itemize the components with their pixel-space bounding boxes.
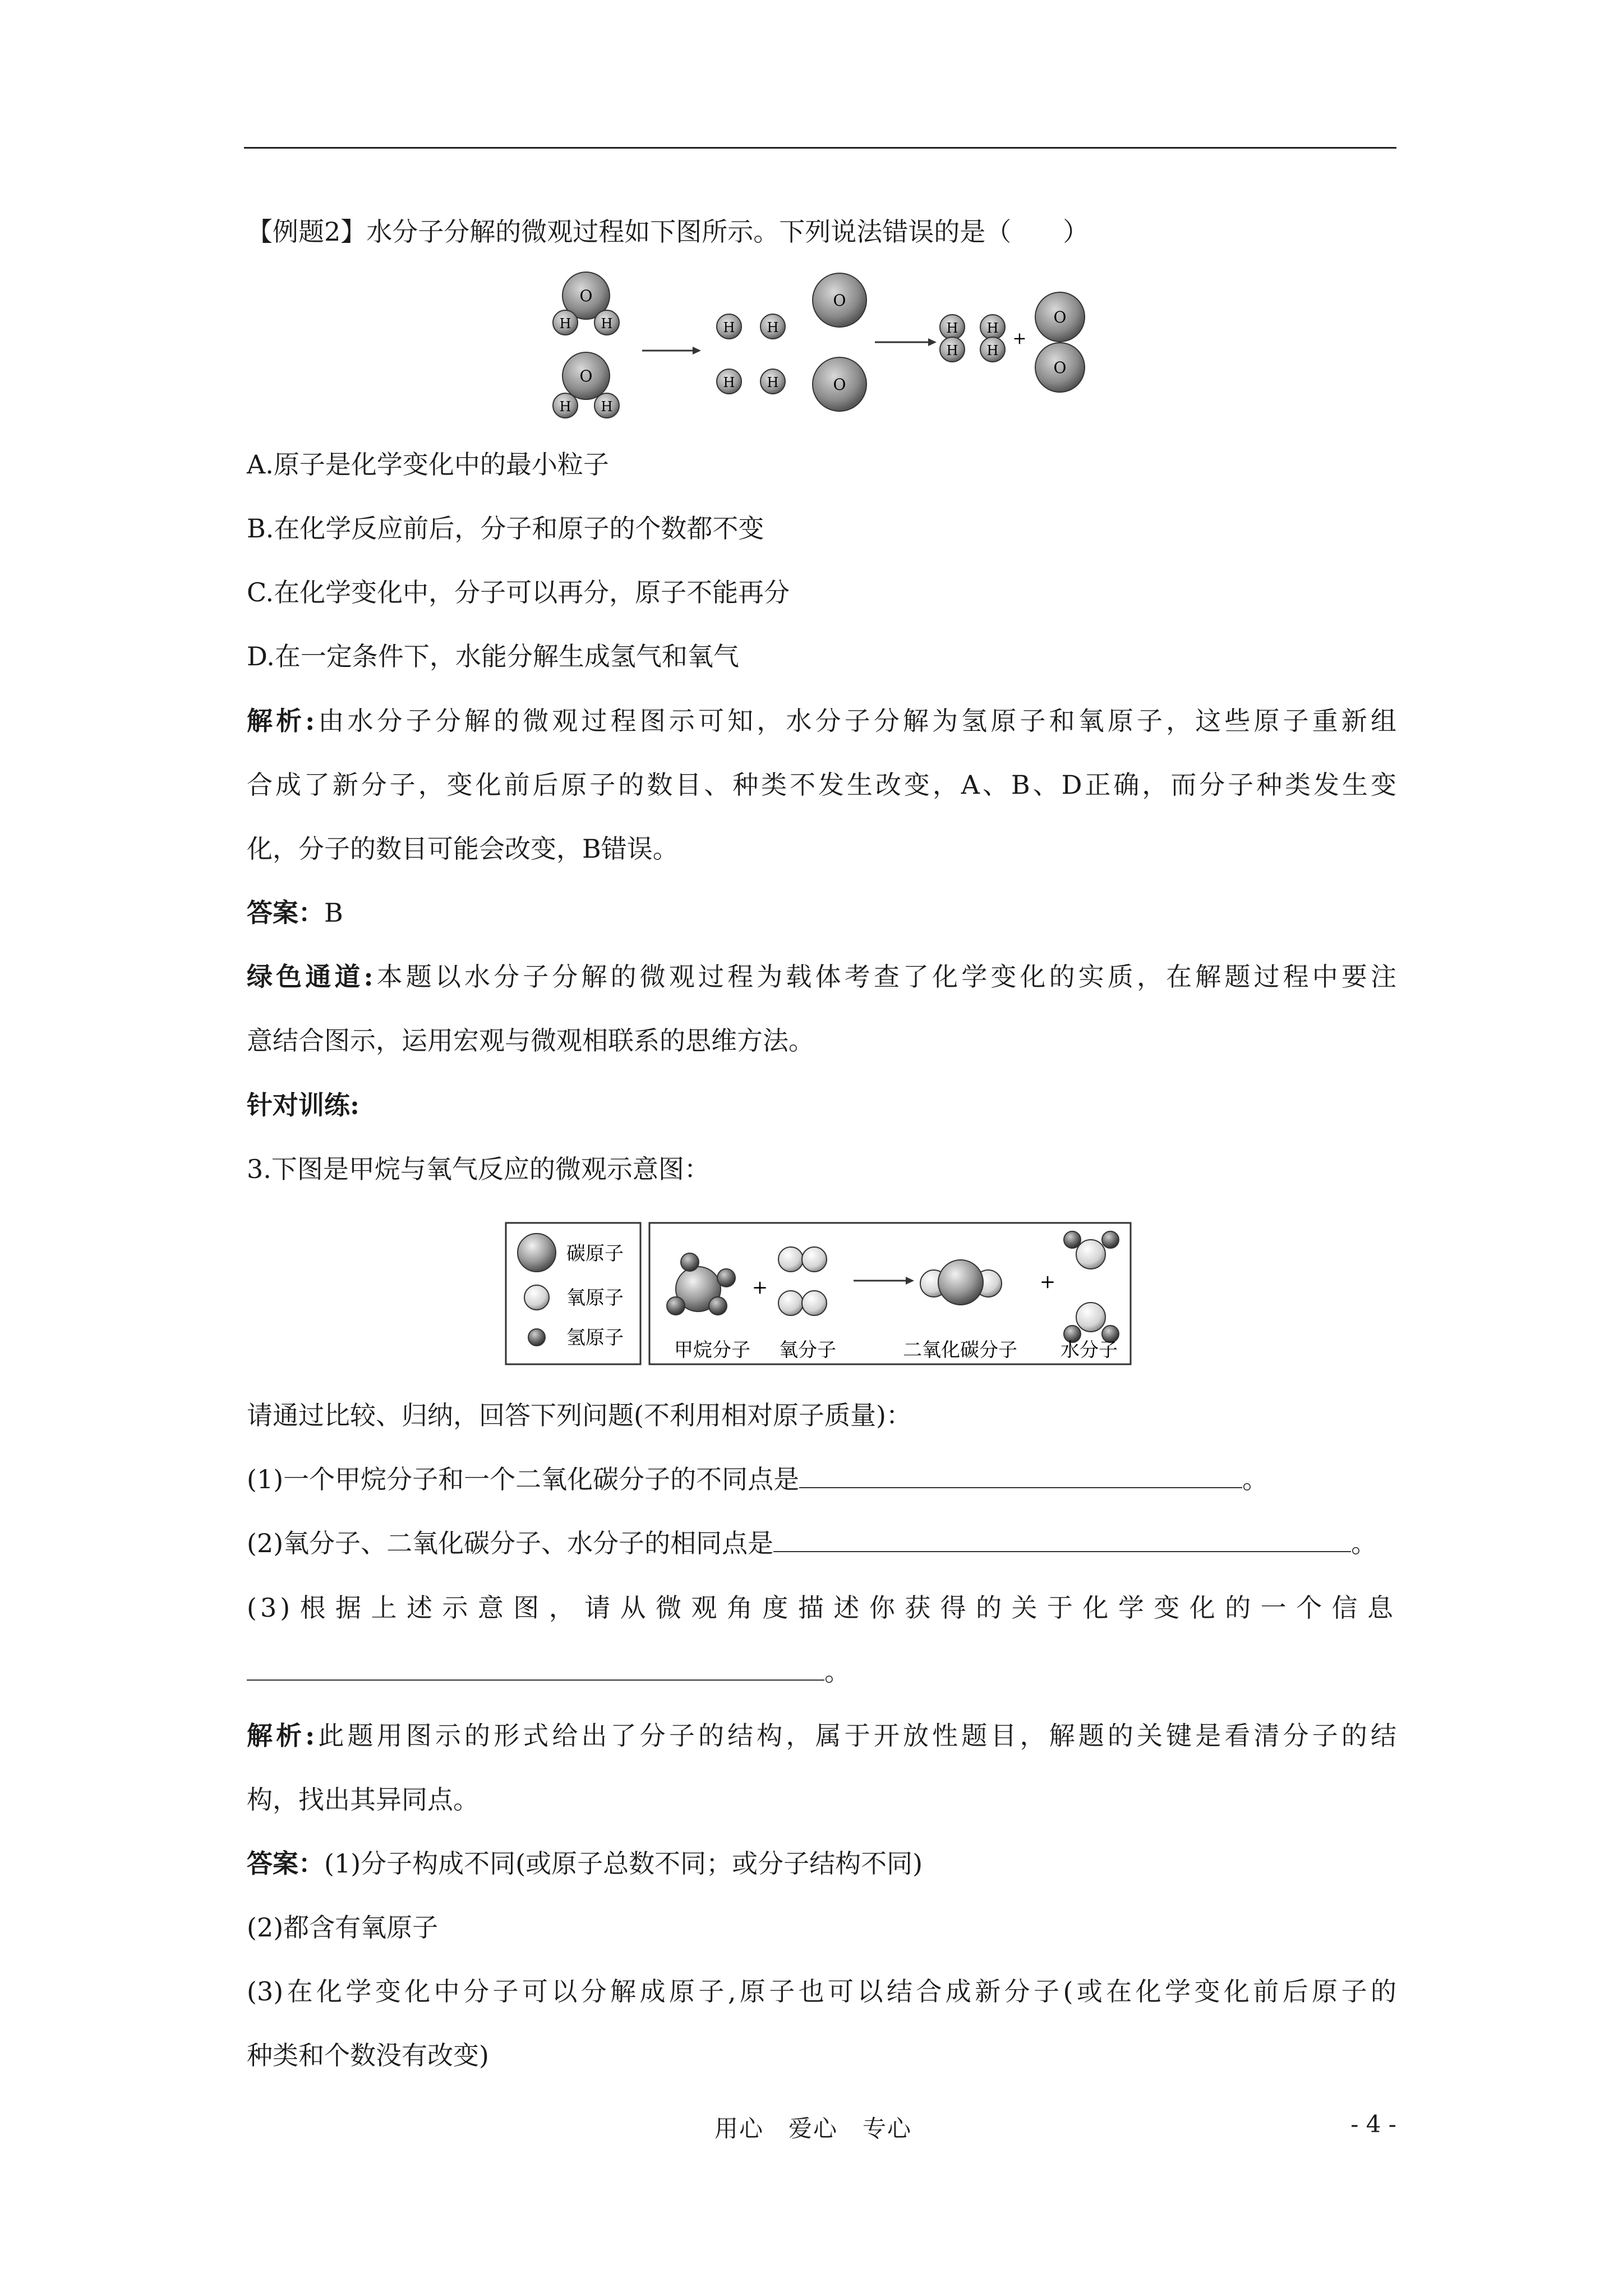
plus-sign: +	[1012, 329, 1027, 348]
h-label: H	[559, 399, 571, 415]
question-3-blank[interactable]	[247, 1655, 824, 1681]
o-label: O	[1053, 358, 1067, 377]
water-molecule-2	[553, 352, 619, 418]
question-1-blank[interactable]	[799, 1462, 1242, 1488]
label-water: 水分子	[1061, 1339, 1118, 1361]
training-answer-line-2: (2)都含有氧原子	[247, 1912, 439, 1943]
label-oxygen-molecule: 氧分子	[779, 1339, 836, 1361]
legend-carbon-label: 碳原子	[566, 1243, 624, 1265]
carbon-atom-legend	[518, 1234, 556, 1272]
training-answer-line-4: 种类和个数没有改变)	[247, 2040, 489, 2070]
page-number: - 4 -	[1350, 2110, 1396, 2138]
h-label: H	[767, 320, 779, 335]
training-answer-line-1	[247, 1847, 1396, 1880]
green-channel-line-2: 意结合图示，运用宏观与微观相联系的思维方法。	[247, 1025, 814, 1056]
water-molecule-1	[553, 272, 619, 335]
footer-motto: 用心 爱心 专心	[714, 2115, 912, 2142]
answer-value: B	[324, 898, 343, 928]
oxygen-atom-legend	[524, 1285, 549, 1310]
hydrogen-molecules	[940, 315, 1005, 362]
water-decomposition-figure	[530, 261, 1096, 429]
training-analysis-label: 解析:	[247, 1720, 315, 1751]
training-heading: 针对训练:	[247, 1090, 359, 1120]
o-label: O	[833, 291, 846, 310]
question-3-period: 。	[824, 1657, 850, 1687]
methane-reaction-figure	[505, 1222, 1133, 1368]
option-d: D.在一定条件下，水能分解生成氢气和氧气	[247, 641, 739, 671]
green-channel-text: 本题以水分子分解的微观过程为载体考查了化学变化的实质，在解题过程中要注	[373, 961, 1397, 992]
training-analysis-line-2: 构，找出其异同点。	[247, 1784, 479, 1815]
hydrogen-atom-legend	[528, 1329, 545, 1346]
label-carbon-dioxide: 二氧化碳分子	[903, 1339, 1017, 1361]
example-question: 【例题2】水分子分解的微观过程如下图所示。下列说法错误的是（ ）	[247, 217, 1089, 247]
question-2-blank[interactable]	[773, 1526, 1351, 1552]
o-label: O	[579, 367, 593, 385]
training-prompt: 请通过比较、归纳，回答下列问题(不利用相对原子质量)：	[247, 1400, 912, 1430]
o-label: O	[1053, 308, 1067, 326]
training-answer-line-3: (3)在化学变化中分子可以分解成原子,原子也可以结合成新分子(或在化学变化前后原子的	[247, 1976, 1396, 2007]
reaction-arrow-2	[875, 338, 937, 346]
training-analysis-line-1	[247, 1719, 1396, 1752]
separated-atoms	[717, 273, 866, 411]
o-label: O	[579, 287, 593, 305]
reaction-arrow-1	[642, 347, 701, 355]
o-label: O	[833, 375, 846, 394]
legend-hydrogen-label: 氢原子	[566, 1327, 624, 1349]
analysis-line-3: 化，分子的数目可能会改变，B错误。	[247, 834, 679, 864]
green-channel-line-1	[247, 960, 1396, 993]
question-2-period: 。	[1351, 1528, 1377, 1558]
legend-oxygen-label: 氧原子	[566, 1287, 624, 1309]
question-3-line: (3)根据上述示意图，请从微观角度描述你获得的关于化学变化的一个信息	[247, 1593, 1396, 1623]
answer-line	[247, 896, 1396, 930]
plus-sign: +	[1039, 1271, 1056, 1293]
h-label: H	[559, 316, 571, 332]
h-label: H	[601, 316, 613, 332]
question-3-answer-row	[247, 1655, 1396, 1688]
h-label: H	[986, 343, 999, 358]
training-analysis-text: 此题用图示的形式给出了分子的结构，属于开放性题目，解题的关键是看清分子的结	[315, 1720, 1397, 1751]
question-1	[247, 1462, 1396, 1496]
plus-sign: +	[751, 1276, 768, 1299]
h-label: H	[986, 320, 999, 336]
oxygen-molecule	[1035, 292, 1085, 392]
option-a: A.原子是化学变化中的最小粒子	[247, 449, 609, 480]
analysis-line-2: 合成了新分子，变化前后原子的数目、种类不发生改变，A、B、D正确，而分子种类发生变	[247, 770, 1396, 800]
question-2-text: (2)氧分子、二氧化碳分子、水分子的相同点是	[247, 1528, 774, 1558]
header-rule	[244, 147, 1396, 149]
h-label: H	[946, 343, 958, 358]
h-label: H	[946, 320, 958, 336]
training-answer-text: (1)分子构成不同(或原子总数不同；或分子结构不同)	[324, 1848, 923, 1879]
green-channel-label: 绿色通道:	[247, 961, 374, 992]
h-label: H	[723, 375, 735, 390]
training-q3-title: 3.下图是甲烷与氧气反应的微观示意图：	[247, 1154, 710, 1184]
analysis-line-1	[247, 704, 1396, 738]
question-2	[247, 1526, 1396, 1560]
training-answer-label: 答案：	[247, 1848, 324, 1879]
h-label: H	[767, 375, 779, 390]
option-b: B.在化学反应前后，分子和原子的个数都不变	[247, 513, 764, 544]
analysis-text: 由水分子分解的微观过程图示可知，水分子分解为氢原子和氧原子，这些原子重新组	[315, 706, 1397, 736]
question-1-text: (1)一个甲烷分子和一个二氧化碳分子的不同点是	[247, 1464, 800, 1494]
question-1-period: 。	[1242, 1464, 1269, 1494]
label-methane: 甲烷分子	[674, 1339, 750, 1361]
h-label: H	[601, 399, 613, 415]
option-c: C.在化学变化中，分子可以再分，原子不能再分	[247, 577, 790, 608]
analysis-label: 解析:	[247, 706, 315, 736]
h-label: H	[723, 320, 735, 335]
answer-label: 答案：	[247, 898, 324, 928]
